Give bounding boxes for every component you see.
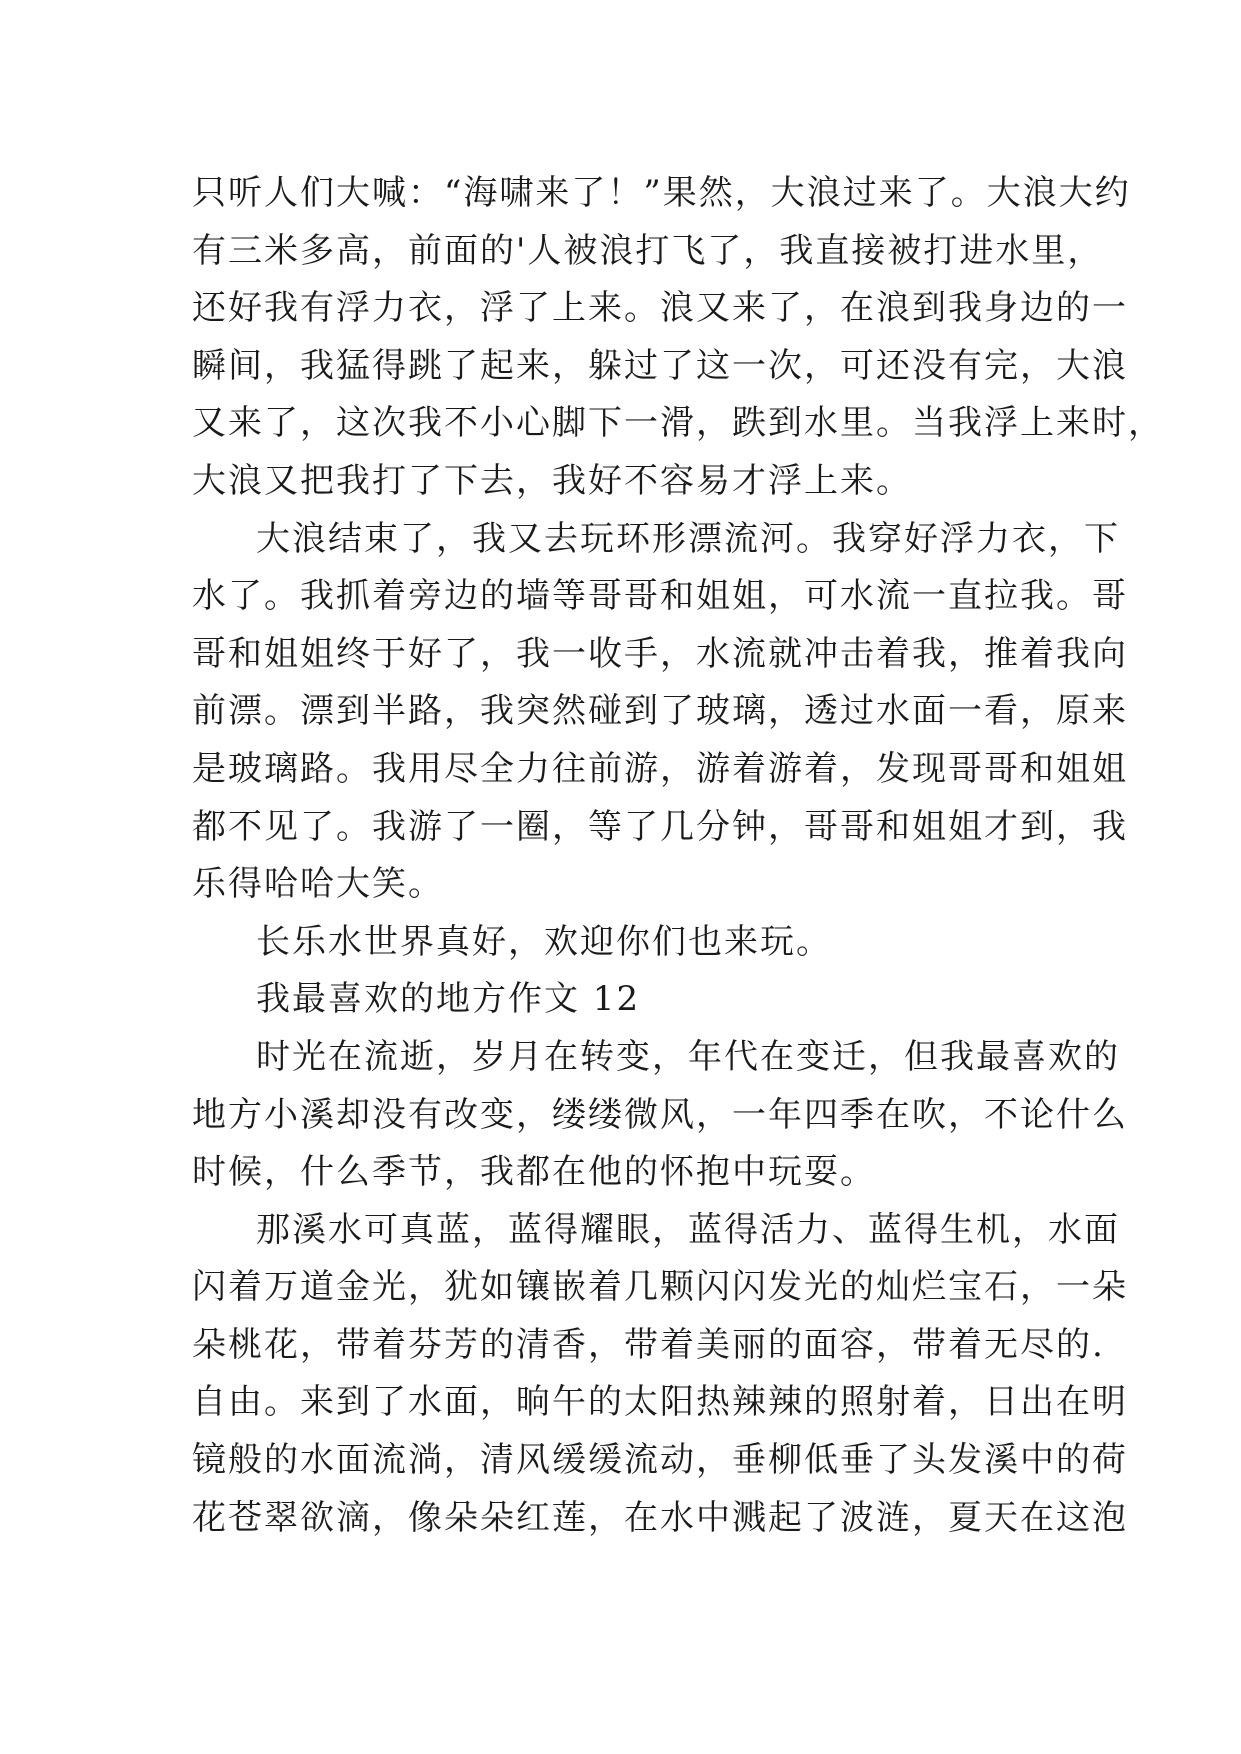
paragraph-first-line: 那溪水可真蓝，蓝得耀眼，蓝得活力、蓝得生机，水面: [256, 1209, 1120, 1250]
document-body: [192, 165, 1164, 1547]
text-line: 大浪又把我打了下去，我好不容易才浮上来。: [192, 460, 912, 501]
text-line: 水了。我抓着旁边的墙等哥哥和姐姐，可水流一直拉我。哥: [192, 576, 1128, 617]
text-line: 前漂。漂到半路，我突然碰到了玻璃，透过水面一看，原来: [192, 691, 1128, 732]
paragraph-first-line: 时光在流逝，岁月在转变，年代在变迁，但我最喜欢的: [256, 1036, 1120, 1077]
text-line: 地方小溪却没有改变，缕缕微风，一年四季在吹，不论什么: [192, 1094, 1128, 1135]
text-line: 闪着万道金光，犹如镶嵌着几颗闪闪发光的灿烂宝石，一朵: [192, 1267, 1128, 1308]
text-line: 乐得哈哈大笑。: [192, 864, 444, 905]
paragraph-first-line: 长乐水世界真好，欢迎你们也来玩。: [256, 921, 832, 962]
text-line: 自由。来到了水面，晌午的太阳热辣辣的照射着，日出在明: [192, 1382, 1128, 1423]
text-line: 镜般的水面流淌，清风缓缓流动，垂柳低垂了头发溪中的荷: [192, 1440, 1128, 1481]
text-line: 时候，什么季节，我都在他的怀抱中玩耍。: [192, 1152, 876, 1193]
text-line: 还好我有浮力衣，浮了上来。浪又来了，在浪到我身边的一: [192, 288, 1128, 329]
text-line: 都不见了。我游了一圈，等了几分钟，哥哥和姐姐才到，我: [192, 806, 1128, 847]
text-line: 又来了，这次我不小心脚下一滑，跌到水里。当我浮上来时，: [192, 403, 1164, 444]
text-line: 是玻璃路。我用尽全力往前游，游着游着，发现哥哥和姐姐: [192, 748, 1128, 789]
text-line: 只听人们大喊：“海啸来了！”果然，大浪过来了。大浪大约: [192, 173, 1131, 213]
section-heading: 我最喜欢的地方作文 12: [256, 979, 641, 1020]
paragraph-first-line: 大浪结束了，我又去玩环形漂流河。我穿好浮力衣，下: [256, 518, 1120, 559]
text-line: 有三米多高，前面的'人被浪打飞了，我直接被打进水里，: [192, 230, 1104, 271]
text-line: 哥和姐姐终于好了，我一收手，水流就冲击着我，推着我向: [192, 633, 1128, 674]
text-line: 瞬间，我猛得跳了起来，躲过了这一次，可还没有完，大浪: [192, 345, 1128, 386]
text-line: 花苍翠欲滴，像朵朵红莲，在水中溅起了波涟，夏天在这泡: [192, 1497, 1128, 1538]
text-line: 朵桃花，带着芬芳的清香，带着美丽的面容，带着无尽的.: [192, 1324, 1105, 1365]
